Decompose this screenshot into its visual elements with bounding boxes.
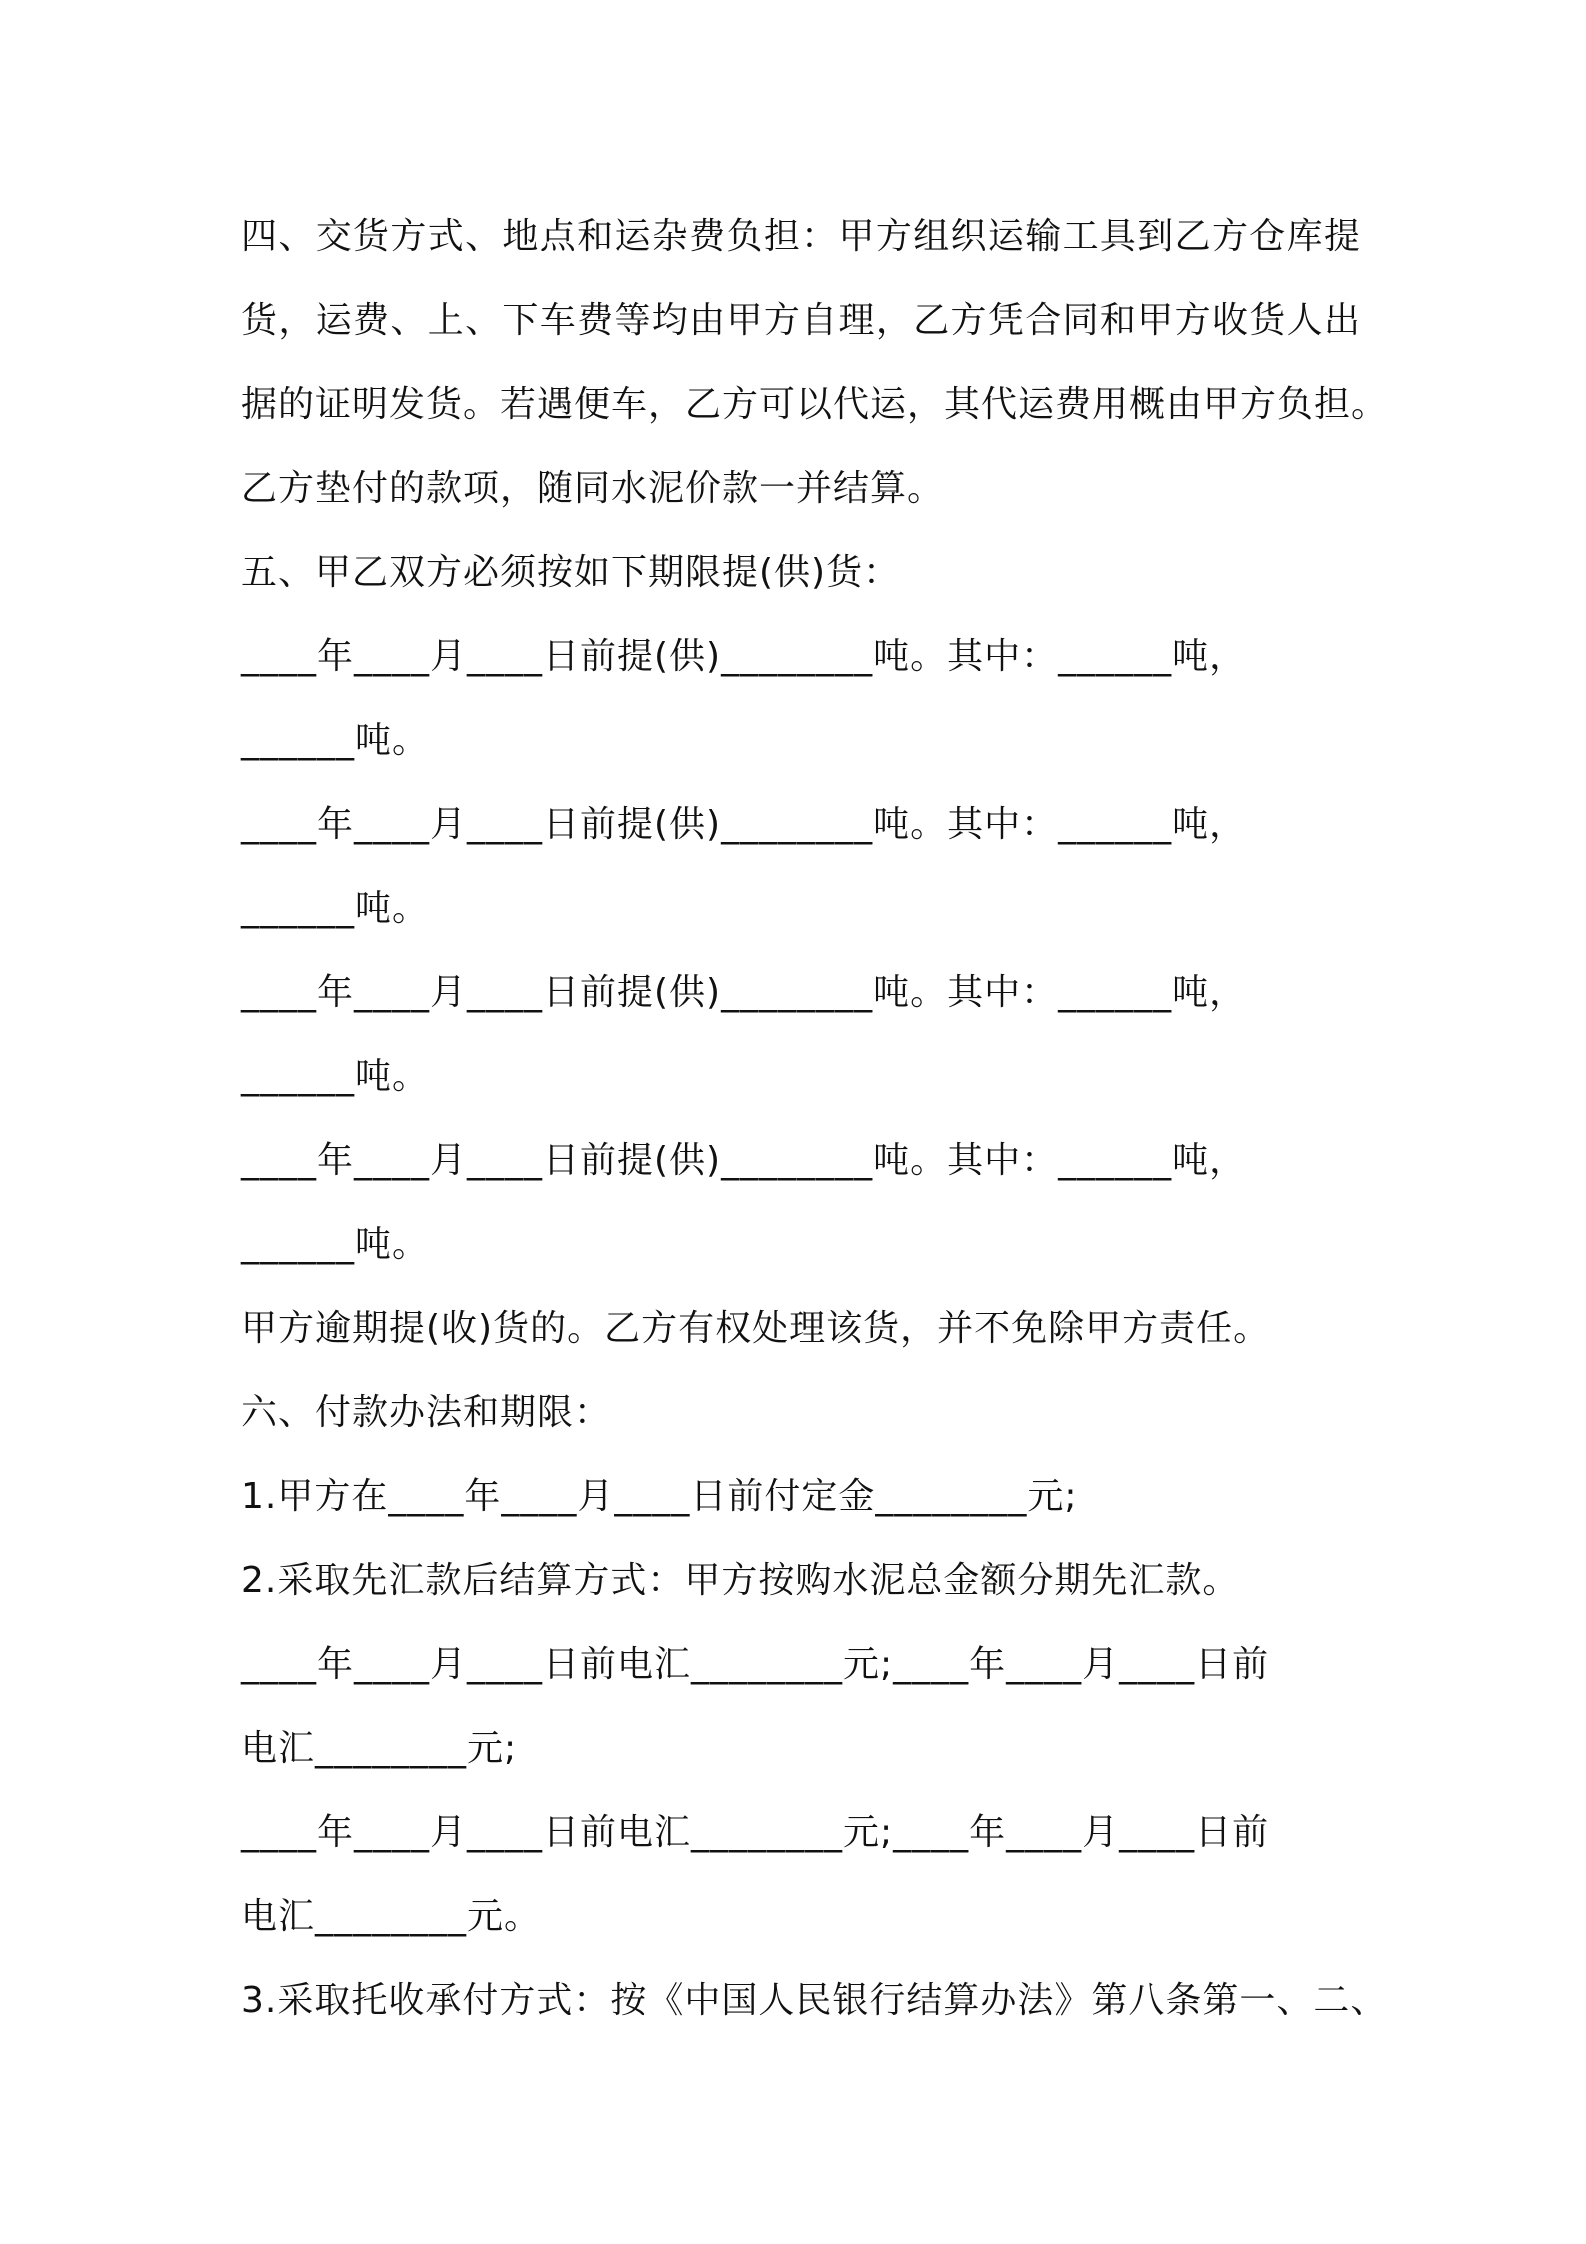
delivery-schedule-1: ____年____月____日前提(供)________吨。其中：______吨，: [241, 636, 1247, 677]
delivery-schedule-3-cont: ______吨。: [241, 1056, 430, 1097]
delivery-schedule-3: ____年____月____日前提(供)________吨。其中：______吨，: [241, 972, 1247, 1013]
clause-6-heading: 六、付款办法和期限：: [241, 1392, 612, 1433]
clause-4-line-4: 乙方垫付的款项，随同水泥价款一并结算。: [241, 468, 945, 509]
wire-schedule-2: ____年____月____日前电汇________元;____年____月____日前: [241, 1812, 1270, 1853]
overdue-clause: 甲方逾期提(收)货的。乙方有权处理该货，并不免除甲方责任。: [241, 1308, 1271, 1349]
payment-item-2: 2.采取先汇款后结算方式：甲方按购水泥总金额分期先汇款。: [241, 1560, 1240, 1601]
delivery-schedule-2: ____年____月____日前提(供)________吨。其中：______吨，: [241, 804, 1247, 845]
payment-item-1: 1.甲方在____年____月____日前付定金________元;: [241, 1476, 1078, 1517]
clause-4-line-1: 四、交货方式、地点和运杂费负担：甲方组织运输工具到乙方仓库提: [241, 216, 1361, 257]
delivery-schedule-1-cont: ______吨。: [241, 720, 430, 761]
delivery-schedule-2-cont: ______吨。: [241, 888, 430, 929]
wire-schedule-1: ____年____月____日前电汇________元;____年____月____日前: [241, 1644, 1270, 1685]
wire-schedule-2-cont: 电汇________元。: [241, 1896, 542, 1937]
clause-5-heading: 五、甲乙双方必须按如下期限提(供)货：: [241, 552, 901, 593]
clause-4-line-2: 货，运费、上、下车费等均由甲方自理，乙方凭合同和甲方收货人出: [241, 300, 1361, 341]
delivery-schedule-4: ____年____月____日前提(供)________吨。其中：______吨，: [241, 1140, 1247, 1181]
document-body: [241, 195, 1389, 2043]
clause-4-line-3: 据的证明发货。若遇便车，乙方可以代运，其代运费用概由甲方负担。: [241, 384, 1389, 425]
payment-item-3: 3.采取托收承付方式：按《中国人民银行结算办法》第八条第一、二、: [241, 1980, 1388, 2021]
delivery-schedule-4-cont: ______吨。: [241, 1224, 430, 1265]
wire-schedule-1-cont: 电汇________元;: [241, 1728, 518, 1769]
